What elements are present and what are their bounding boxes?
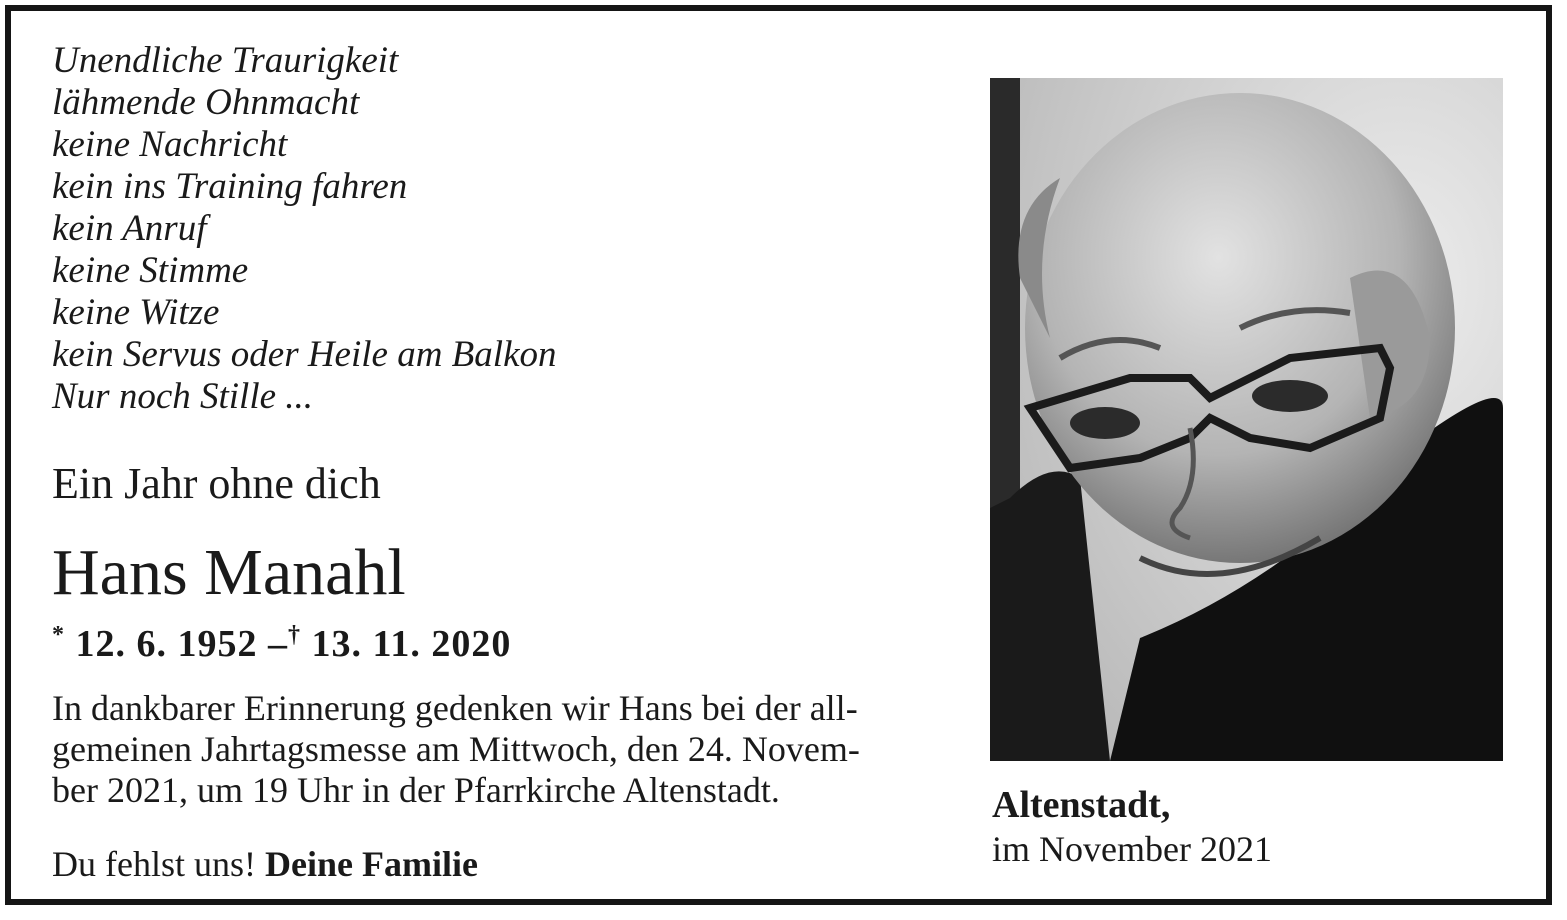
poem-line: kein Anruf [52, 208, 207, 249]
memorial-line: gemeinen Jahrtagsmesse am Mittwoch, den 24. Novem- [52, 729, 860, 769]
death-symbol: † [288, 622, 301, 648]
year-without-heading: Ein Jahr ohne dich [52, 459, 381, 508]
closing-line [52, 840, 478, 888]
poem-line: kein Servus oder Heile am Balkon [52, 334, 557, 375]
poem [52, 40, 557, 418]
family-signature: Deine Familie [264, 844, 478, 884]
death-date: 13. 11. 2020 [311, 623, 512, 665]
birth-symbol: * [52, 622, 65, 648]
poem-line: lähmende Ohnmacht [52, 82, 360, 123]
portrait-photo [990, 78, 1503, 761]
place-name: Altenstadt, [992, 784, 1171, 826]
closing-text: Du fehlst uns! [52, 844, 256, 884]
poem-line: Unendliche Traurigkeit [52, 40, 399, 81]
life-dates [52, 610, 511, 669]
birth-date: 12. 6. 1952 [75, 623, 258, 665]
poem-line: Nur noch Stille ... [52, 376, 314, 417]
memorial-line: ber 2021, um 19 Uhr in der Pfarrkirche Altenstadt. [52, 770, 780, 810]
poem-line: kein ins Training fahren [52, 166, 408, 207]
deceased-name: Hans Manahl [52, 536, 406, 609]
portrait-icon [990, 78, 1503, 761]
poem-line: keine Nachricht [52, 124, 288, 165]
place-date: im November 2021 [992, 829, 1272, 869]
memorial-text [52, 688, 952, 811]
date-separator: – [268, 623, 288, 665]
memorial-line: In dankbarer Erinnerung gedenken wir Hans bei der all- [52, 688, 858, 728]
poem-line: keine Stimme [52, 250, 249, 291]
poem-line: keine Witze [52, 292, 220, 333]
